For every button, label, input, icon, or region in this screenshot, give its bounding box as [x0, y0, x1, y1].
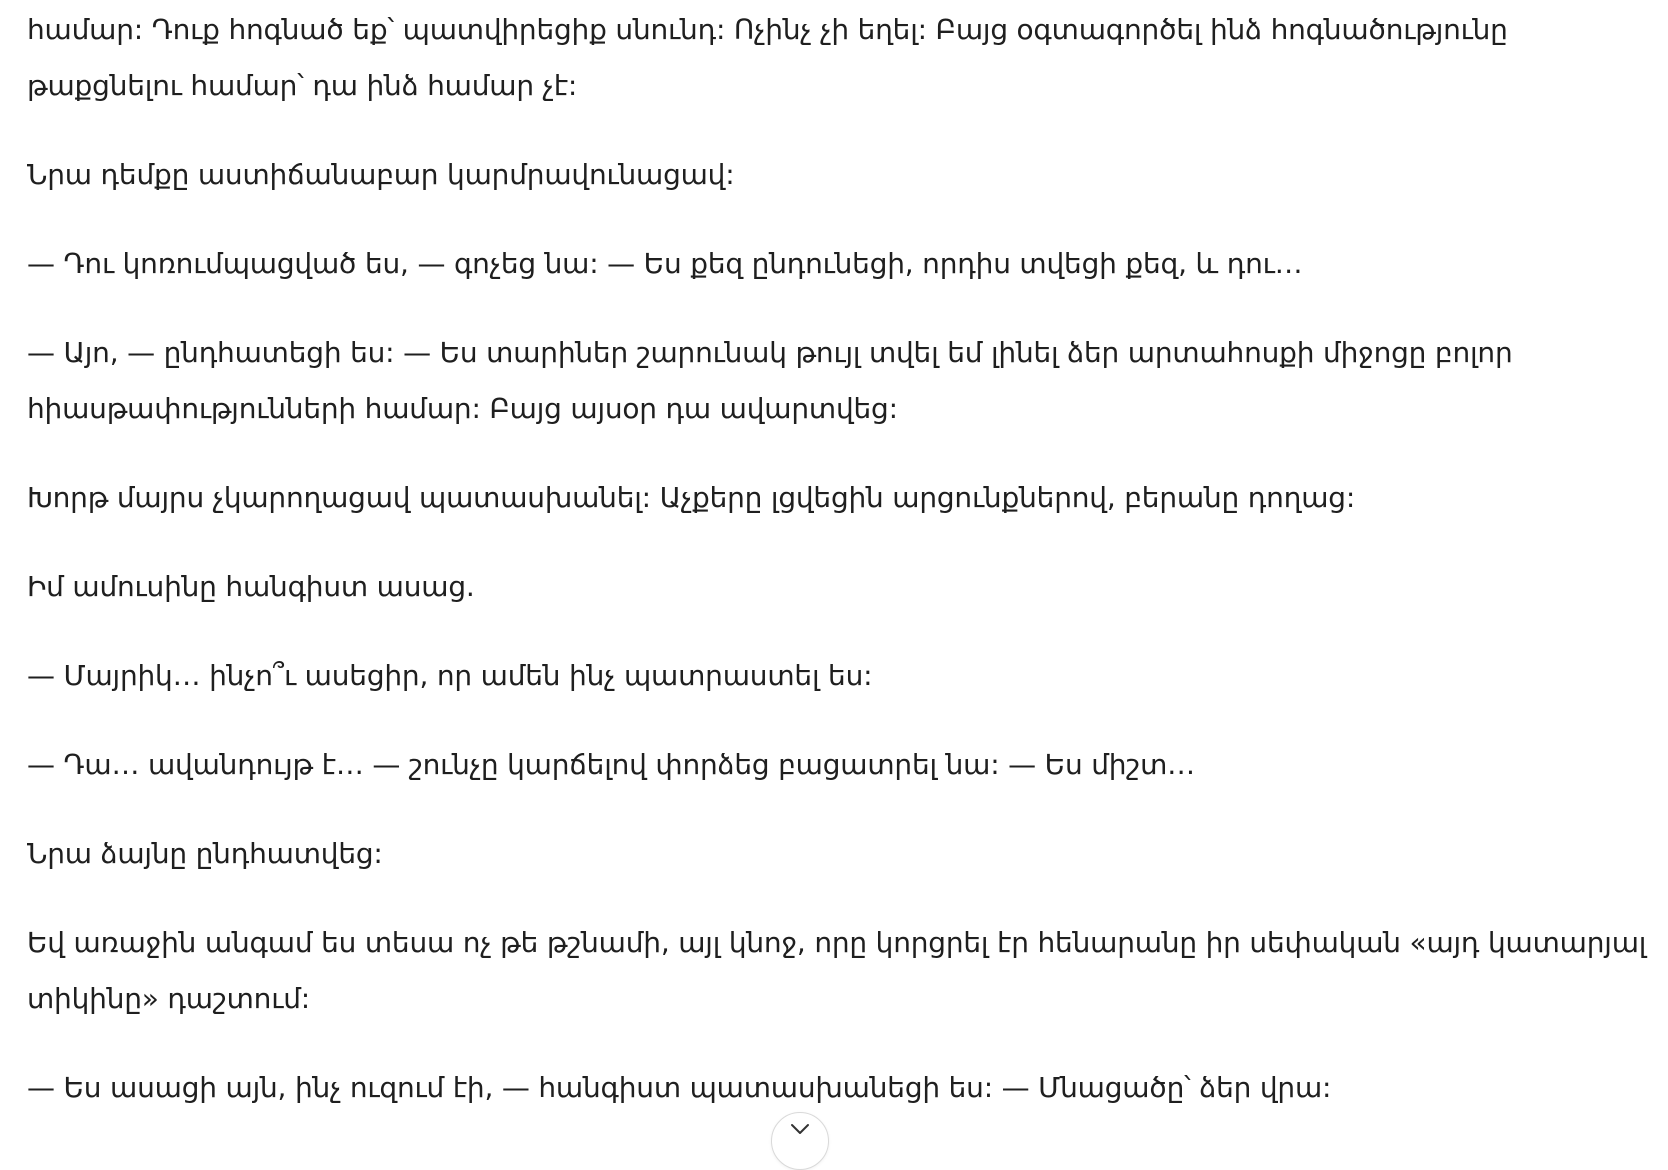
paragraph-7: — Մայրիկ… ինչո՞ւ ասեցիր, որ ամեն ինչ պատրաստել ես: [27, 659, 873, 692]
paragraph-5: Խորթ մայրս չկարողացավ պատասխանել: Աչքերը լցվեցին արցունքներով, բերանը դողաց: [27, 481, 1356, 514]
paragraph-10: Եվ առաջին անգամ ես տեսա ոչ թե թշնամի, այլ կնոջ, որը կորցրել էր հենարանը իր սեփական «այդ կատարյալ տիկինը» դաշտում: [27, 926, 1655, 1015]
paragraph-4: — Այո, — ընդհատեցի ես: — Ես տարիներ շարունակ թույլ տվել եմ լինել ձեր արտահոսքի միջոցը բոլոր հիասթափությունների համար: Բայց այսօր դա ավարտվեց: [27, 336, 1522, 425]
paragraph-8: — Դա… ավանդույթ է… — շունչը կարճելով փորձեց բացատրել նա: — Ես միշտ… [27, 748, 1195, 781]
article-body [27, 0, 1655, 1149]
paragraph-2: Նրա դեմքը աստիճանաբար կարմրավունացավ: [27, 158, 735, 191]
paragraph-9: Նրա ձայնը ընդհատվեց: [27, 837, 383, 870]
paragraph-3: — Դու կոռումպացված ես, — գոչեց նա: — Ես քեզ ընդունեցի, որդիս տվեցի քեզ, և դու… [27, 247, 1303, 280]
paragraph-11: — Ես ասացի այն, ինչ ուզում էի, — հանգիստ պատասխանեցի ես: — Մնացածը՝ ձեր վրա: [27, 1071, 1332, 1104]
chevron-down-icon [790, 1123, 810, 1135]
scroll-down-button[interactable] [771, 1112, 829, 1170]
paragraph-6: Իմ ամուսինը հանգիստ ասաց. [27, 570, 475, 603]
paragraph-1: համար: Դուք հոգնած եք՝ պատվիրեցիք սնունդ: Ոչինչ չի եղել: Բայց օգտագործել ինձ հոգնածությունը թաքցնելու համար՝ դա ինձ համար չէ: [27, 13, 1517, 102]
